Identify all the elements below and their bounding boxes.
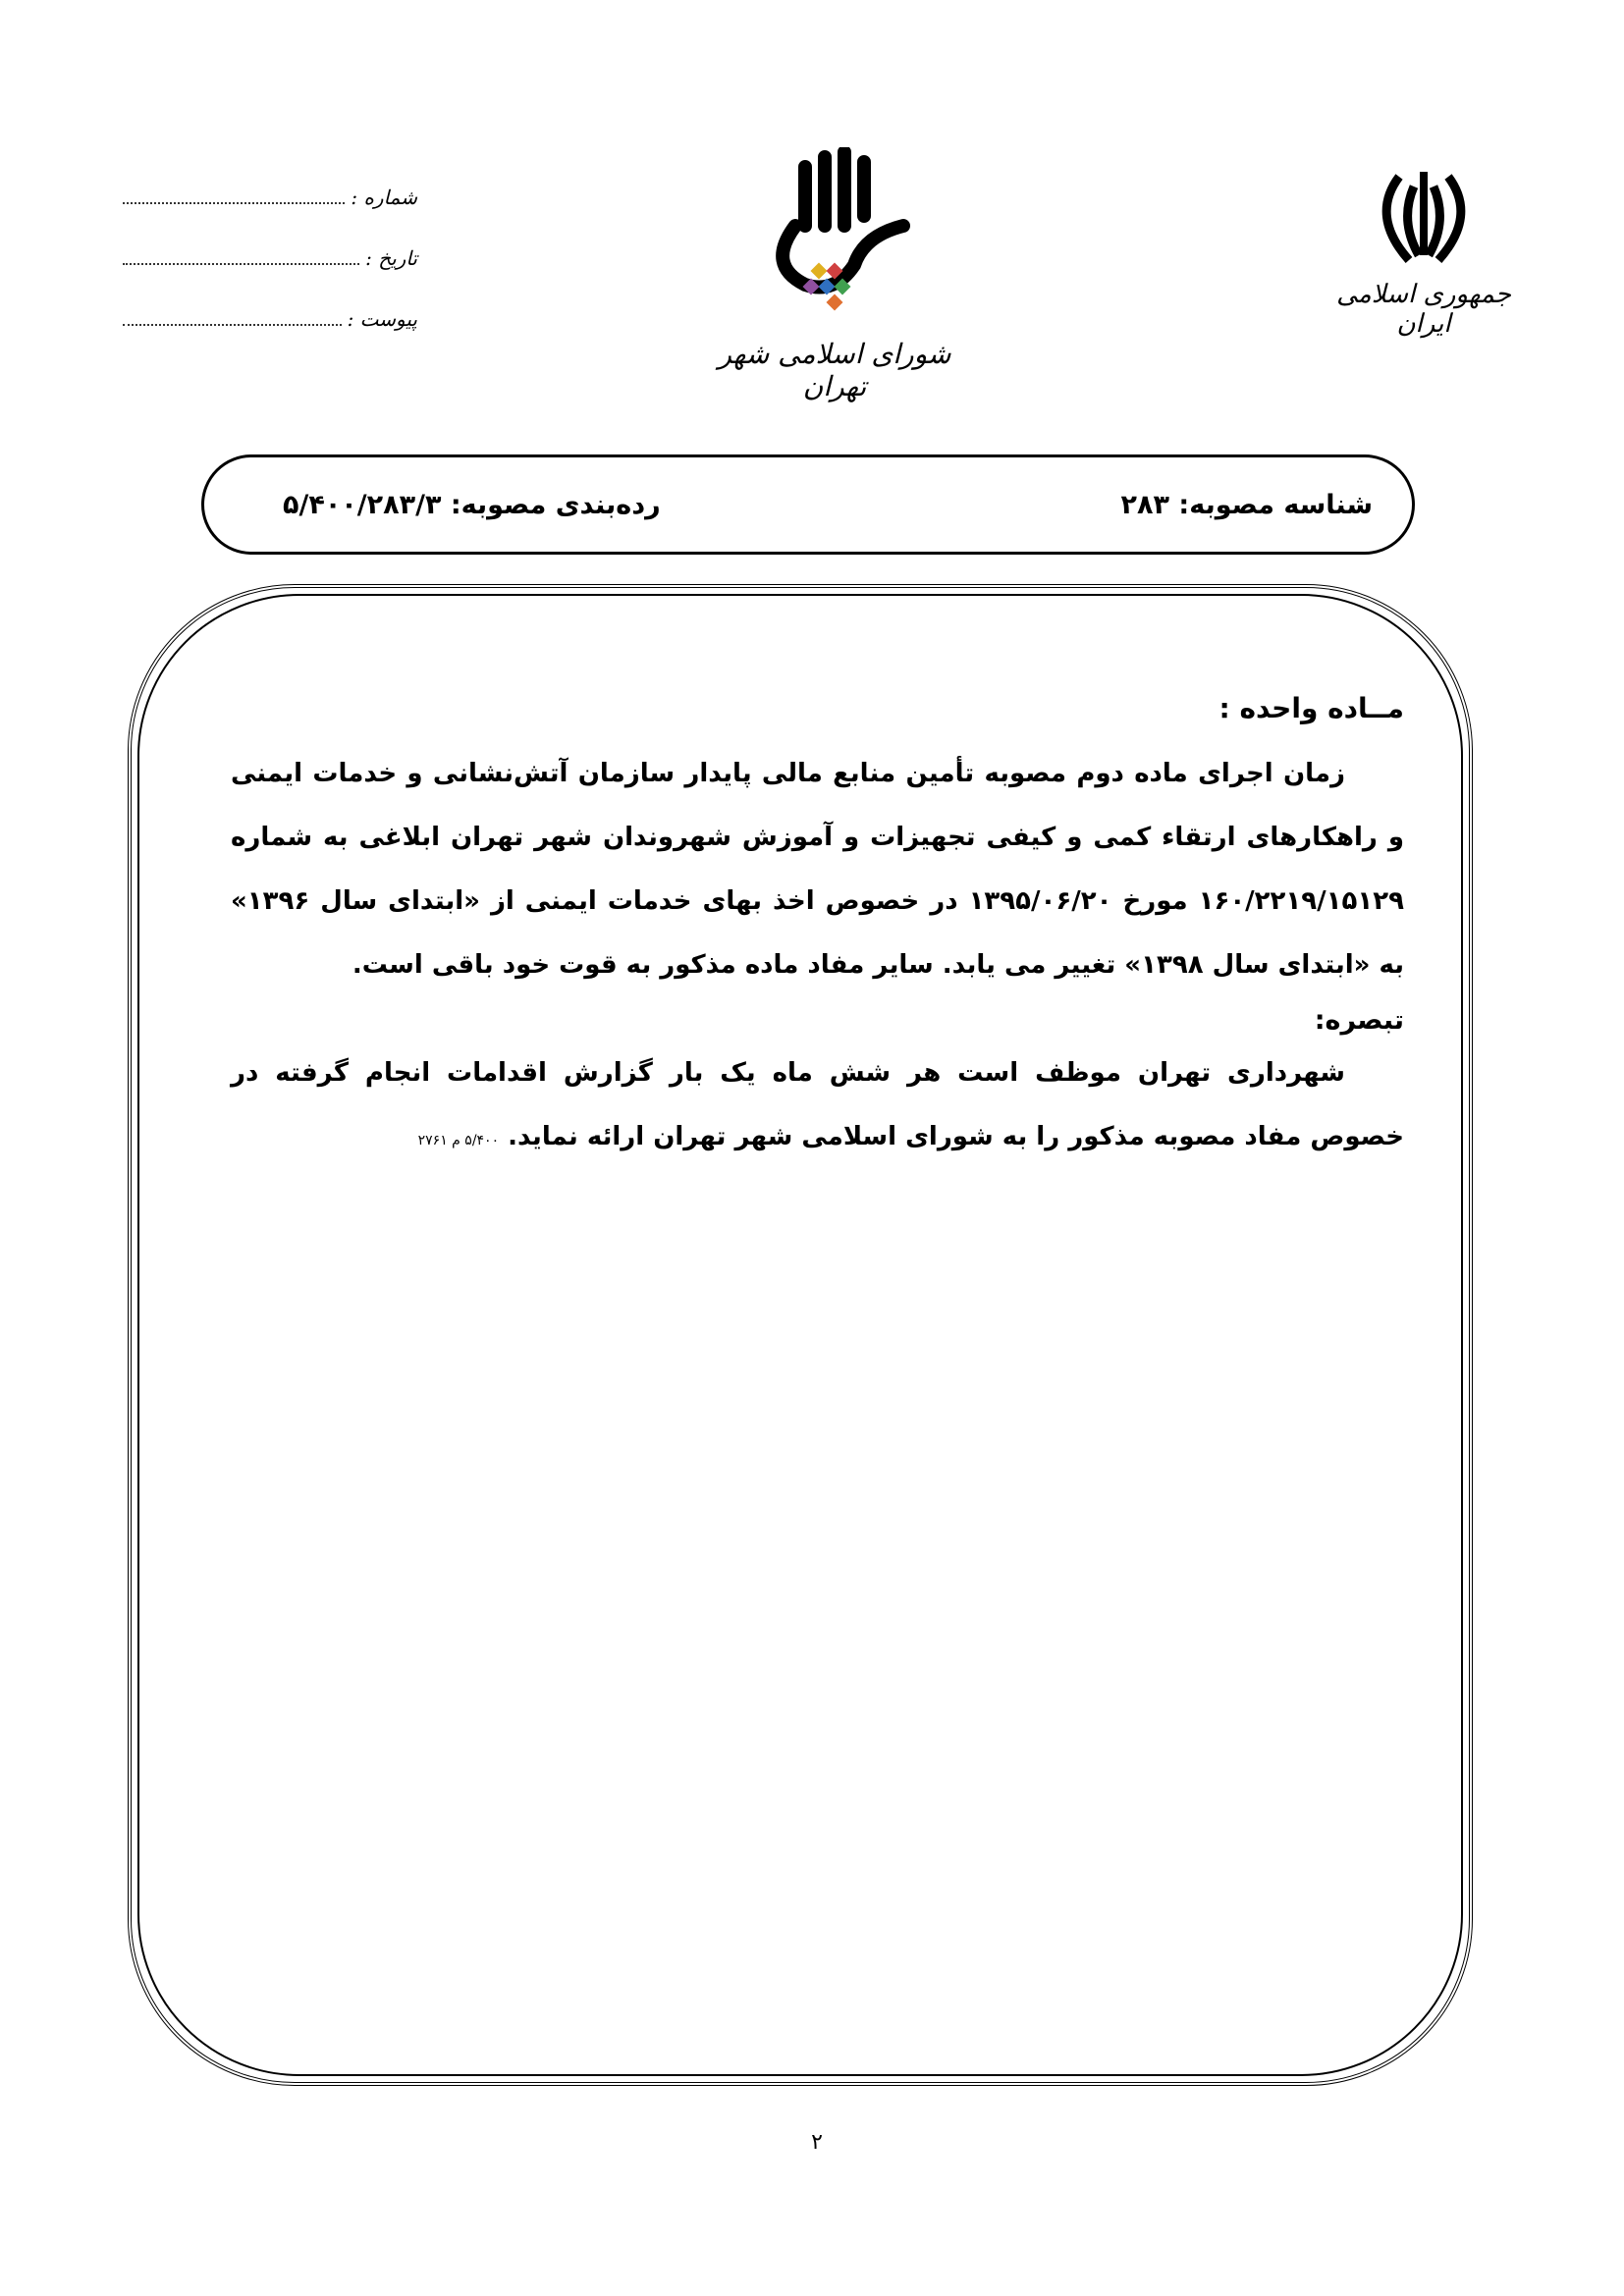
note-reference: ۵/۴۰۰ م ۲۷۶۱ bbox=[417, 1133, 500, 1148]
attachment-field: پیوست : bbox=[123, 289, 417, 349]
number-field: شماره : bbox=[123, 167, 417, 228]
emblem-caption: جمهوری اسلامی ایران bbox=[1336, 280, 1511, 339]
letter-fields bbox=[123, 167, 417, 349]
council-caption: شورای اسلامی شهر تهران bbox=[718, 338, 951, 402]
note-heading: تبصره: bbox=[1314, 1005, 1404, 1036]
page-number: ۲ bbox=[811, 2130, 823, 2155]
date-field: تاریخ : bbox=[123, 228, 417, 289]
iran-emblem-icon bbox=[1370, 162, 1478, 270]
tehran-council-logo bbox=[687, 147, 982, 402]
resolution-classification: رده‌بندی مصوبه: ۵/۴۰۰/۲۸۳/۳ bbox=[283, 489, 661, 520]
note-paragraph: شهرداری تهران موظف است هر شش ماه یک بار گزارش اقدامات انجام گرفته در خصوص مفاد مصوبه مذکور را به شورای اسلامی شهر تهران ارائه نماید. ۵/۴۰۰ م ۲۷۶۱ bbox=[231, 1058, 1404, 1151]
resolution-id: شناسه مصوبه: ۲۸۳ bbox=[1120, 489, 1373, 520]
resolution-id-box bbox=[201, 454, 1415, 555]
council-emblem-icon bbox=[736, 147, 933, 334]
resolution-body bbox=[231, 692, 1404, 1173]
article-heading: مــاده واحده : bbox=[1218, 692, 1404, 724]
iran-emblem bbox=[1316, 162, 1532, 339]
article-paragraph: زمان اجرای ماده دوم مصوبه تأمین منابع مالی پایدار سازمان آتش‌نشانی و خدمات ایمنی و راهکارهای ارتقاء کمی و کیفی تجهیزات و آموزش شهروندان شهر تهران ابلاغی به شماره ۱۶۰/۲۲۱۹/۱۵۱۲۹ مورخ ۱۳۹۵/۰۶/۲۰ در خصوص اخذ بهای خدمات ایمنی از «ابتدای سال ۱۳۹۶» به «ابتدای سال ۱۳۹۸» تغییر می یابد. سایر مفاد ماده مذکور به قوت خود باقی است. bbox=[231, 759, 1404, 980]
